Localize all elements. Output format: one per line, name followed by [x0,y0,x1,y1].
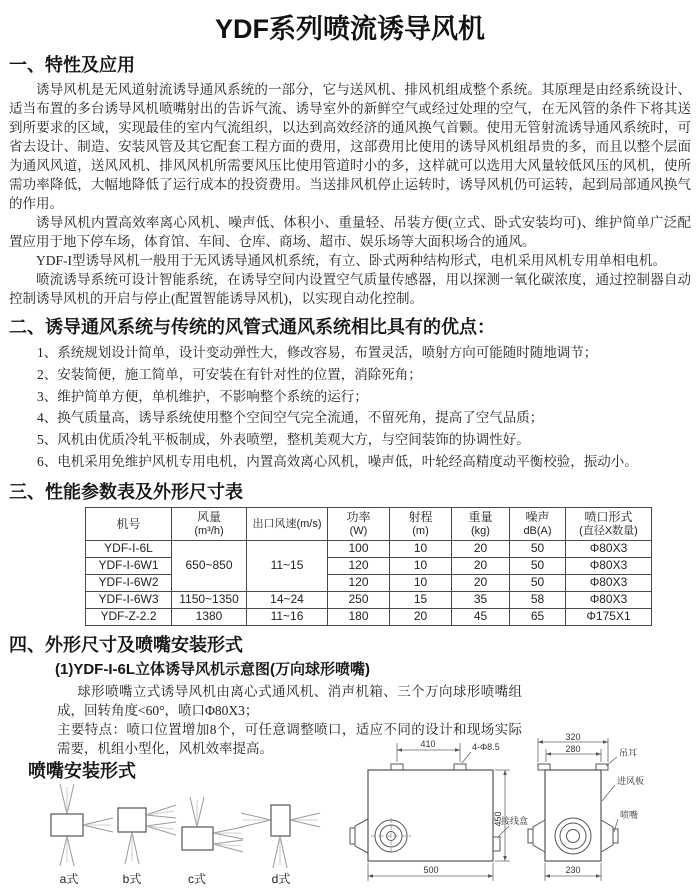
advantage-item: 6、电机采用免维护风机专用电机，内置高效离心风机，噪声低，叶轮经高精度动平衡校验，振动小。 [37,453,638,469]
dim-230: 230 [565,865,581,875]
cell-speed: 11~15 [247,540,328,591]
junction-box-label: 接线盒 [501,816,529,826]
section3-heading: 三、性能参数表及外形尺寸表 [9,481,243,502]
section1-heading: 一、特性及应用 [9,55,135,75]
dim-280: 280 [565,744,581,754]
cell-weight: 20 [452,574,510,591]
cell-power: 120 [328,557,390,574]
cell-model: YDF-Z-2.2 [86,608,172,625]
page-title: YDF系列喷流诱导风机 [215,14,485,44]
table-row [86,540,652,557]
dim-450: 450 [493,811,503,827]
nozzle-type-b-label: b式 [122,872,142,886]
header-label: 风量 [196,509,221,524]
header-unit: (m) [412,524,429,537]
cell-model: YDF-I-6W3 [86,591,172,608]
advantage-item: 4、换气质量高，诱导系统使用整个空间空气完全流通，不留死角，提高了空气品质； [37,410,544,426]
table-row [86,608,652,625]
cell-weight: 20 [452,557,510,574]
cell-nozzle: Φ80X3 [566,557,652,574]
header-label: 出口风速(m/s) [252,518,322,531]
cell-range: 10 [390,540,452,557]
cell-power: 180 [328,608,390,625]
lifting-lug-label: 吊耳 [619,748,638,758]
cell-power: 120 [328,574,390,591]
col-header-airflow [172,507,247,540]
header-label: 机号 [116,516,141,531]
col-header-noise [510,507,566,540]
cell-noise: 50 [510,557,566,574]
cell-nozzle: Φ80X3 [566,540,652,557]
col-header-outlet-speed [247,507,328,540]
mounting-lug [391,764,403,770]
lifting-lug [596,764,608,770]
nozzle-install-heading: 喷嘴安装形式 [28,761,136,781]
nozzle-horn [601,820,613,852]
cell-power: 100 [328,540,390,557]
cell-speed: 11~16 [247,608,328,625]
nozzle-diagram-a [51,784,113,886]
inlet-plate-label: 进风板 [617,776,645,786]
nozzle-horn [533,820,545,852]
cell-airflow: 1150~1350 [172,591,247,608]
cell-noise: 65 [510,608,566,625]
cell-range: 15 [390,591,452,608]
cell-power: 250 [328,591,390,608]
section4-paragraph-1: 球形喷嘴立式诱导风机由离心式通风机、消声机箱、三个万向球形喷嘴组成，回转角度<60°，喷口Φ80X3； [57,683,522,718]
nozzle-horn [355,819,368,853]
nozzle-diagram-d [241,805,320,886]
header-label: 重量 [468,509,493,524]
header-label: 噪声 [525,509,550,524]
advantage-item: 2、安装简便，施工简单，可安装在有针对性的位置，消除死角； [37,366,422,382]
col-header-nozzle-form [566,507,652,540]
section2-heading: 二、诱导通风系统与传统的风管式通风系统相比具有的优点： [9,317,495,337]
cell-airflow: 650~850 [172,540,247,591]
junction-box [493,837,500,851]
dim-holes: 4-Φ8.5 [472,742,500,752]
dim-320: 320 [565,733,581,742]
table-row [86,591,652,608]
lifting-lug [538,764,550,770]
cell-weight: 20 [452,540,510,557]
nozzle-label: 喷嘴 [620,810,639,820]
col-header-weight [452,507,510,540]
nozzle-diagram-b [118,805,176,886]
cell-nozzle: Φ80X3 [566,591,652,608]
cell-weight: 35 [452,591,510,608]
cell-model: YDF-I-6W2 [86,574,172,591]
header-unit: dB(A) [523,524,552,537]
performance-table [85,507,652,626]
col-header-range [390,507,452,540]
cell-noise: 58 [510,591,566,608]
nozzle-diagram-c [182,797,243,886]
nozzle-installation-diagrams [15,778,345,890]
advantage-item: 5、风机由优质冷轧平板制成，外表喷塑，整机美观大方，与空间装饰的协调性好。 [37,432,530,448]
advantage-item: 1、系统规划设计简单，设计变动弹性大，修改容易，布置灵活，喷射方向可能随时随地调节； [37,345,598,360]
fan-dimension-drawing [343,733,700,895]
nozzle-type-d-label: d式 [271,872,291,886]
section4-subheading: (1)YDF-I-6L立体诱导风机示意图(万向球形喷嘴) [55,660,370,678]
dim-410: 410 [420,739,436,749]
cell-nozzle: Φ175X1 [566,608,652,625]
col-header-power [328,507,390,540]
header-label: 功率 [346,509,371,524]
nozzle-type-a-label: a式 [59,872,79,886]
header-unit: (W) [349,524,368,537]
cell-nozzle: Φ80X3 [566,574,652,591]
side-view-drawing [528,733,644,881]
table-header-row [86,507,652,540]
header-unit: (直径X数量) [579,524,638,537]
table-row [86,574,652,591]
cell-range: 10 [390,557,452,574]
advantage-list [37,342,691,473]
section1-paragraph-1: 诱导风机是无风道射流诱导通风系统的一部分，它与送风机、排风机组成整个系统。其原理是由经系统设计、适当布置的多台诱导风机喷嘴射出的告诉气流、诱导室外的新鲜空气或经过处理的空气，在无风管的条件下将其送到所要求的区域，实现最佳的室内气流组织，以达到高效经济的通风换气首颗。使用无管射流诱导通风系统时，可省去设计、制造、安装风管及其它配套工程方面的费用，这部费用比使用的诱导风机组昂贵的多，而且以整个层面为通风风道，送风风机、排风风机所需要风压比使用管道时小的多，这样就可以选用大风量较低风压的风机，使所需功率降低，大幅地降低了运行成本的投资费用。当送排风机停止运转时，诱导风机仍可运转，起到局部通风换气的作用。 [9,82,691,211]
cell-model: YDF-I-6L [86,540,172,557]
dim-500: 500 [423,865,439,875]
cell-speed: 14~24 [247,591,328,608]
header-label: 射程 [408,509,433,524]
cell-model: YDF-I-6W1 [86,557,172,574]
section1-paragraph-3: YDF-I型诱导风机一般用于无风诱导通风机系统，有立、卧式两种结构形式，电机采用风机专用单相电机。 [36,253,666,268]
cell-noise: 50 [510,574,566,591]
nozzle-type-c-label: c式 [187,872,207,886]
col-header-model [86,507,172,540]
cell-range: 20 [390,608,452,625]
cell-noise: 50 [510,540,566,557]
header-label: 喷口形式 [584,509,633,524]
section1-paragraph-2: 诱导风机内置高效率离心风机、噪声低、体积小、重量轻、吊装方便(立式、卧式安装均可)、维护简单广泛配置应用于地下停车场，体育馆、车间、仓库、商场、超市、娱乐场等大面积场合的通风。 [9,215,691,249]
performance-table-wrapper [85,507,691,626]
section4-heading: 四、外形尺寸及喷嘴安装形式 [9,634,243,655]
cell-weight: 45 [452,608,510,625]
advantage-item: 3、维护简单方便，单机维护，不影响整个系统的运行； [37,388,368,404]
front-view-drawing [350,739,528,881]
table-row [86,557,652,574]
section4-paragraph-2: 主要特点：喷口位置增加8个，可任意调整喷口，适应不同的设计和现场实际需要，机组小型化，风机效率提高。 [57,721,522,756]
section1-paragraph-4: 喷流诱导系统可设计智能系统，在诱导空间内设置空气质量传感器，用以探测一氧化碳浓度，通过控制器自动控制诱导风机的开启与停止(配置智能诱导风机)，以实现自动化控制。 [9,272,691,306]
header-unit: (m³/h) [194,524,224,537]
mounting-lug [454,764,466,770]
cell-airflow: 1380 [172,608,247,625]
cell-range: 10 [390,574,452,591]
header-unit: (kg) [471,524,490,537]
